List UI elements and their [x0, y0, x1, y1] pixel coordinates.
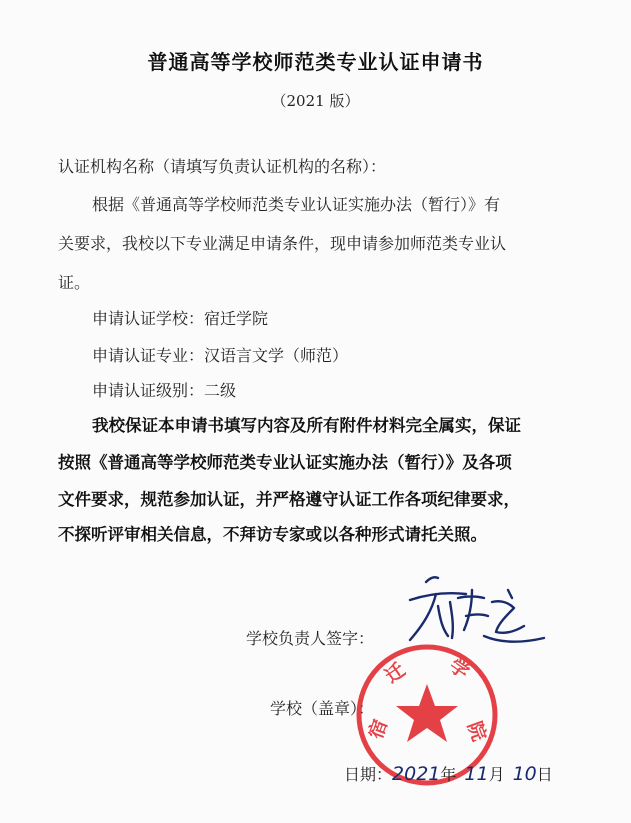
date-month: 11: [464, 763, 489, 785]
svg-text:宿: 宿: [364, 716, 392, 742]
addressee-line: 认证机构名称（请填写负责认证机构的名称）：: [58, 157, 387, 176]
edition-label: （2021 版）: [271, 92, 360, 110]
pledge-line: 文件要求，规范参加认证，并严格遵守认证工作各项纪律要求，: [58, 490, 520, 509]
date-label: 日期：: [344, 765, 393, 784]
signature-label: 学校负责人签字：: [246, 629, 375, 648]
date-year: 2021: [392, 763, 441, 785]
pledge-line: 按照《普通高等学校师范类专业认证实施办法（暂行）》及各项: [58, 453, 512, 472]
svg-text:学: 学: [445, 654, 474, 684]
date-year-unit: 年: [440, 765, 457, 784]
document-title: 普通高等学校师范类专业认证申请书: [147, 50, 484, 74]
body-line: 关要求，我校以下专业满足申请条件，现申请参加师范类专业认: [58, 234, 507, 253]
level-line: 申请认证级别：二级: [92, 381, 237, 400]
body-line: 根据《普通高等学校师范类专业认证实施办法（暂行）》有: [92, 195, 501, 214]
pledge-line: 我校保证本申请书填写内容及所有附件材料完全属实，保证: [92, 416, 521, 435]
school-line: 申请认证学校：宿迁学院: [92, 309, 269, 328]
date-day-unit: 日: [536, 765, 553, 784]
svg-text:院: 院: [462, 718, 491, 745]
date-line: [344, 762, 553, 785]
major-line: 申请认证专业：汉语言文学（师范）: [92, 346, 349, 365]
date-day: 10: [512, 763, 537, 785]
svg-text:迁: 迁: [381, 658, 410, 688]
date-month-unit: 月: [488, 765, 505, 784]
seal-label: 学校（盖章）：: [270, 699, 375, 718]
pledge-line: 不探听评审相关信息，不拜访专家或以各种形式请托关照。: [58, 525, 487, 544]
body-line: 证。: [58, 273, 91, 292]
